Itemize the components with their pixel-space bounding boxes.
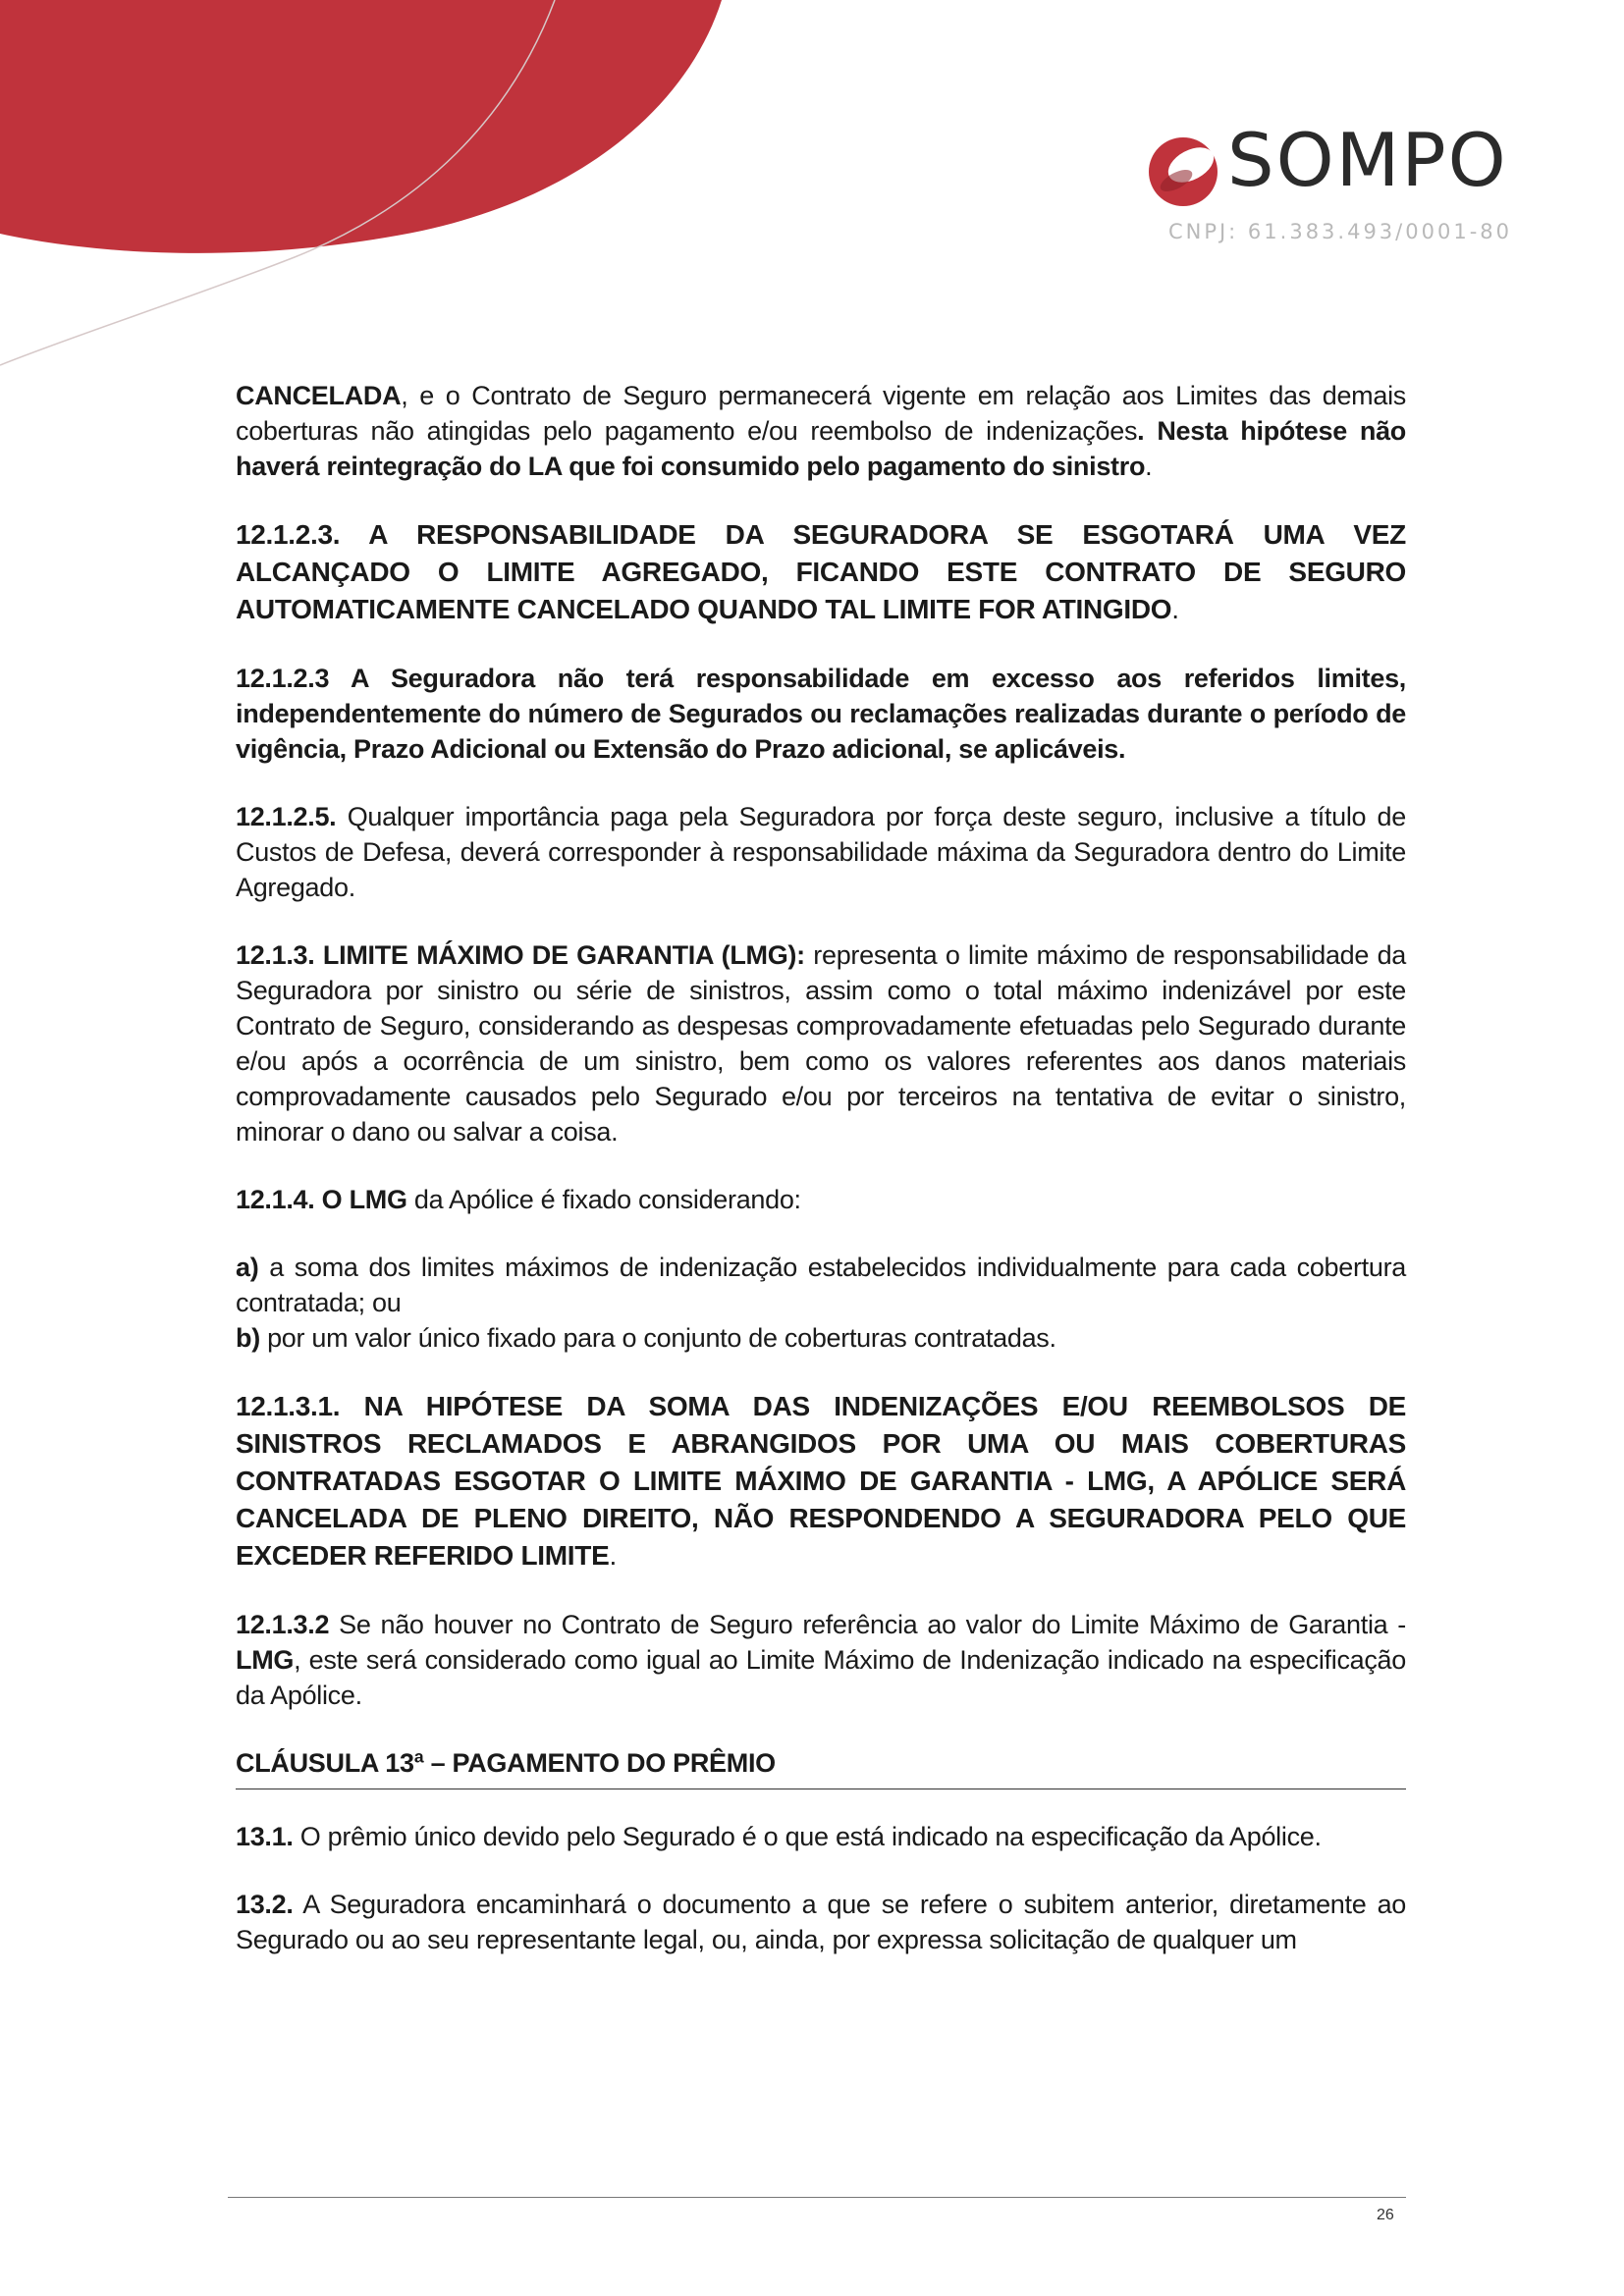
sompo-logo-mark-icon (1147, 135, 1219, 208)
brand-name: SOMPO (1227, 117, 1508, 203)
page-number: 26 (1377, 2207, 1394, 2223)
paragraph-12-1-4: 12.1.4. O LMG da Apólice é fixado considerando: (236, 1185, 801, 1214)
paragraph-12-1-2-5: 12.1.2.5. Qualquer importância paga pela Seguradora por força deste seguro, inclusive a título de Custos de Defesa, deverá corresponder à responsabilidade máxima da Seguradora dentro do Limite Agregado. (236, 802, 1406, 902)
footer-divider (228, 2197, 1406, 2198)
paragraph-13-1: 13.1. O prêmio único devido pelo Segurado é o que está indicado na especificação da Apólice. (236, 1822, 1322, 1851)
cnpj-text: CNPJ: 61.383.493/0001-80 (1167, 220, 1512, 243)
document-body (236, 378, 1406, 1990)
paragraph-13-2: 13.2. A Seguradora encaminhará o documento a que se refere o subitem anterior, diretamente ao Segurado ou ao seu representante legal, ou, ainda, por expressa solicitação de qualquer um (236, 1890, 1406, 1954)
list-item-b: b) por um valor único fixado para o conjunto de coberturas contratadas. (236, 1323, 1056, 1353)
red-arc-shape (0, 0, 722, 253)
clause-13-heading: CLÁUSULA 13ª – PAGAMENTO DO PRÊMIO (236, 1745, 1406, 1789)
paragraph-12-1-3-2: 12.1.3.2 Se não houver no Contrato de Seguro referência ao valor do Limite Máximo de Garantia - LMG, este será considerado como igual ao Limite Máximo de Indenização indicado na especificação da Apólice. (236, 1610, 1406, 1710)
paragraph-12-1-3-1-caps: 12.1.3.1. NA HIPÓTESE DA SOMA DAS INDENIZAÇÕES E/OU REEMBOLSOS DE SINISTROS RECLAMADOS E ABRANGIDOS POR UMA OU MAIS COBERTURAS CONTRATADAS ESGOTAR O LIMITE MÁXIMO DE GARANTIA - LMG, A APÓLICE SERÁ CANCELADA DE PLENO DIREITO, NÃO RESPONDENDO A SEGURADORA PELO QUE EXCEDER REFERIDO LIMITE. (236, 1391, 1406, 1571)
paragraph-12-1-3: 12.1.3. LIMITE MÁXIMO DE GARANTIA (LMG): representa o limite máximo de responsabilidade da Seguradora por sinistro ou série de sinistros, assim como o total máximo indenizável por este Contrato de Seguro, considerando as despesas comprovadamente efetuadas pelo Segurado durante e/ou após a ocorrência de um sinistro, bem como os valores referentes aos danos materiais comprovadamente causados pelo Segurado e/ou por terceiros na tentativa de evitar o sinistro, minorar o dano ou salvar a coisa. (236, 940, 1406, 1147)
list-item-a: a) a soma dos limites máximos de indenização estabelecidos individualmente para cada cobertura contratada; ou (236, 1253, 1406, 1317)
paragraph-12-1-2-3: 12.1.2.3 A Seguradora não terá responsabilidade em excesso aos referidos limites, independentemente do número de Segurados ou reclamações realizadas durante o período de vigência, Prazo Adicional ou Extensão do Prazo adicional, se aplicáveis. (236, 664, 1406, 764)
paragraph-12-1-2-3-caps: 12.1.2.3. A RESPONSABILIDADE DA SEGURADORA SE ESGOTARÁ UMA VEZ ALCANÇADO O LIMITE AGREGADO, FICANDO ESTE CONTRATO DE SEGURO AUTOMATICAMENTE CANCELADO QUANDO TAL LIMITE FOR ATINGIDO. (236, 519, 1406, 624)
sompo-logo (1147, 117, 1512, 249)
paragraph-cancelada: CANCELADA, e o Contrato de Seguro permanecerá vigente em relação aos Limites das demais coberturas não atingidas pelo pagamento e/ou reembolso de indenizações. Nesta hipótese não haverá reintegração do LA que foi consumido pelo pagamento do sinistro. (236, 381, 1406, 481)
